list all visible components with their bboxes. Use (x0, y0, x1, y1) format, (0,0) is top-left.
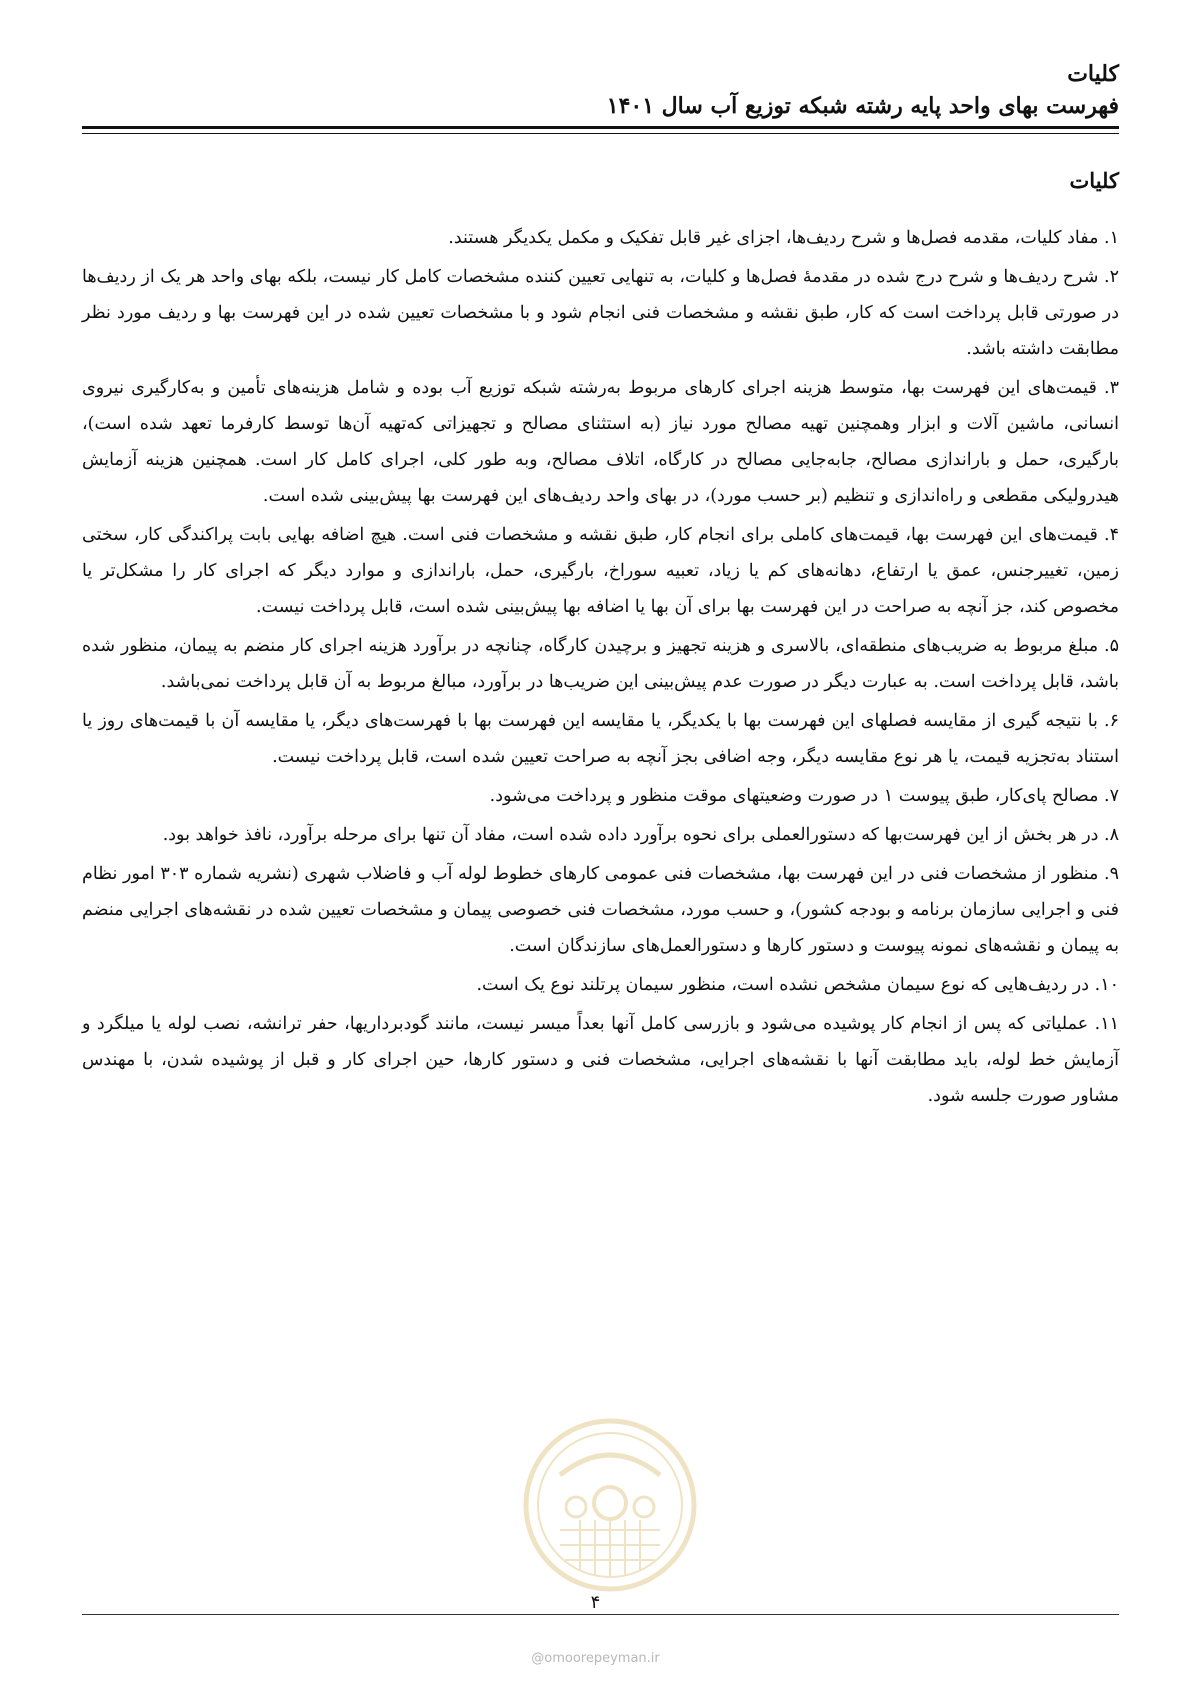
paragraph-2: ۲. شرح ردیف‌ها و شرح درج شده در مقدمهٔ فصل‌ها و کلیات، به تنهایی تعیین کننده مشخصات کامل کار نیست، بلکه بهای واحد هر یک از ردیف‌ها در صورتی قابل پرداخت است که کار، طبق نقشه و مشخصات فنی انجام شود و با مشخصات تعیین شده در این فهرست بها و ردیف مورد نظر مطابقت داشته باشد. (82, 267, 1119, 359)
paragraph-9: ۹. منظور از مشخصات فنی در این فهرست بها، مشخصات فنی عمومی کارهای خطوط لوله آب و فاضلاب شهری (نشریه شماره ۳۰۳ امور نظام فنی و اجرایی سازمان برنامه و بودجه کشور)، و حسب مورد، مشخصات فنی خصوصی پیمان و مشخصات تعیین شده در نقشه‌های اجرایی منضم به پیمان و نقشه‌های نمونه پیوست و دستور کارها و دستورالعمل‌های سازندگان است. (82, 864, 1119, 956)
watermark-seal-icon (520, 1415, 700, 1595)
paragraph-7: ۷. مصالح پای‌کار، طبق پیوست ۱ در صورت وضعیتهای موقت منظور و پرداخت می‌شود. (489, 786, 1119, 806)
footer-website: @omoorepeyman.ir (531, 1651, 660, 1666)
footer-rule (82, 1614, 1119, 1615)
paragraph-5: ۵. مبلغ مربوط به ضریب‌های منطقه‌ای، بالاسری و هزینه تجهیز و برچیدن کارگاه، چنانچه در برآورد هزینه اجرای کار منضم به پیمان، منظور شده باشد، قابل پرداخت است. به عبارت دیگر در صورت عدم پیش‌بینی این ضریب‌ها در برآورد، مبالغ مربوط به آن قابل پرداخت نمی‌باشد. (82, 636, 1119, 692)
page-number (0, 1592, 1191, 1613)
header-section-name: کلیات (1067, 61, 1119, 87)
paragraph-10: ۱۰. در ردیف‌هایی که نوع سیمان مشخص نشده است، منظور سیمان پرتلند نوع یک است. (476, 975, 1119, 995)
paragraph-8: ۸. در هر بخش از این فهرست‌بها که دستورالعملی برای نحوه برآورد داده شده است، مفاد آن تنها برای مرحله برآورد، نافذ خواهد بود. (162, 825, 1119, 845)
paragraph-1: ۱. مفاد کلیات، مقدمه فصل‌ها و شرح ردیف‌ها، اجزای غیر قابل تفکیک و مکمل یکدیگر هستند. (448, 228, 1119, 248)
paragraph-3: ۳. قیمت‌های این فهرست بها، متوسط هزینه اجرای کارهای مربوط به‌رشته شبکه توزیع آب بوده و شامل هزینه‌های تأمین و به‌کارگیری نیروی انسانی، ماشین آلات و ابزار وهمچنین تهیه مصالح مورد نیاز (به استثنای مصالح و تجهیزاتی که‌تهیه آن‌ها توسط کارفرما تعهد شده است)، بارگیری، حمل و باراندازی مصالح، جابه‌جایی مصالح در کارگاه، اتلاف مصالح، وبه طور کلی، اجرای کامل کار است. همچنین هزینه آزمایش هیدرولیکی مقطعی و راه‌اندازی و تنظیم (بر حسب مورد)، در بهای واحد ردیف‌های این فهرست بها پیش‌بینی شده است. (82, 378, 1119, 506)
page-header (82, 58, 1119, 122)
section-title: کلیات (1069, 168, 1119, 193)
header-document-title: فهرست بهای واحد پایه رشته شبکه توزیع آب سال ۱۴۰۱ (606, 93, 1119, 119)
paragraph-4: ۴. قیمت‌های این فهرست بها، قیمت‌های کاملی برای انجام کار، طبق نقشه و مشخصات فنی است. هیچ اضافه بهایی بابت پراکندگی کار، سختی زمین، تغییرجنس، عمق یا ارتفاع، دهانه‌های کم یا زیاد، تعبیه سوراخ، بارگیری، حمل، باراندازی و موارد دیگر که اجرای کار را مشکل‌تر یا مخصوص کند، جز آنچه به صراحت در این فهرست بها برای آن بها یا اضافه بها پیش‌بینی شده است، قابل پرداخت نیست. (82, 525, 1119, 617)
header-rule-thick (82, 126, 1119, 129)
page-number-text: ۴ (585, 1592, 607, 1613)
body-content (82, 220, 1119, 1117)
paragraph-6: ۶. با نتیجه گیری از مقایسه فصلهای این فهرست بها با یکدیگر، یا مقایسه این فهرست بها با فهرست‌های دیگر، یا مقایسه آن با قیمت‌های روز یا استناد به‌تجزیه قیمت، یا هر نوع مقایسه دیگر، وجه اضافی بجز آنچه به صراحت تعیین شده است، قابل پرداخت نیست. (82, 711, 1119, 767)
paragraph-11: ۱۱. عملیاتی که پس از انجام کار پوشیده می‌شود و بازرسی کامل آنها بعداً میسر نیست، مانند گودبرداریها، حفر ترانشه، نصب لوله یا میلگرد و آزمایش خط لوله، باید مطابقت آنها با نقشه‌های اجرایی، مشخصات فنی و دستور کارها، حین اجرای کار و قبل از پوشیده شدن، با مهندس مشاور صورت جلسه شود. (82, 1014, 1119, 1106)
header-rule-thin (82, 133, 1119, 134)
